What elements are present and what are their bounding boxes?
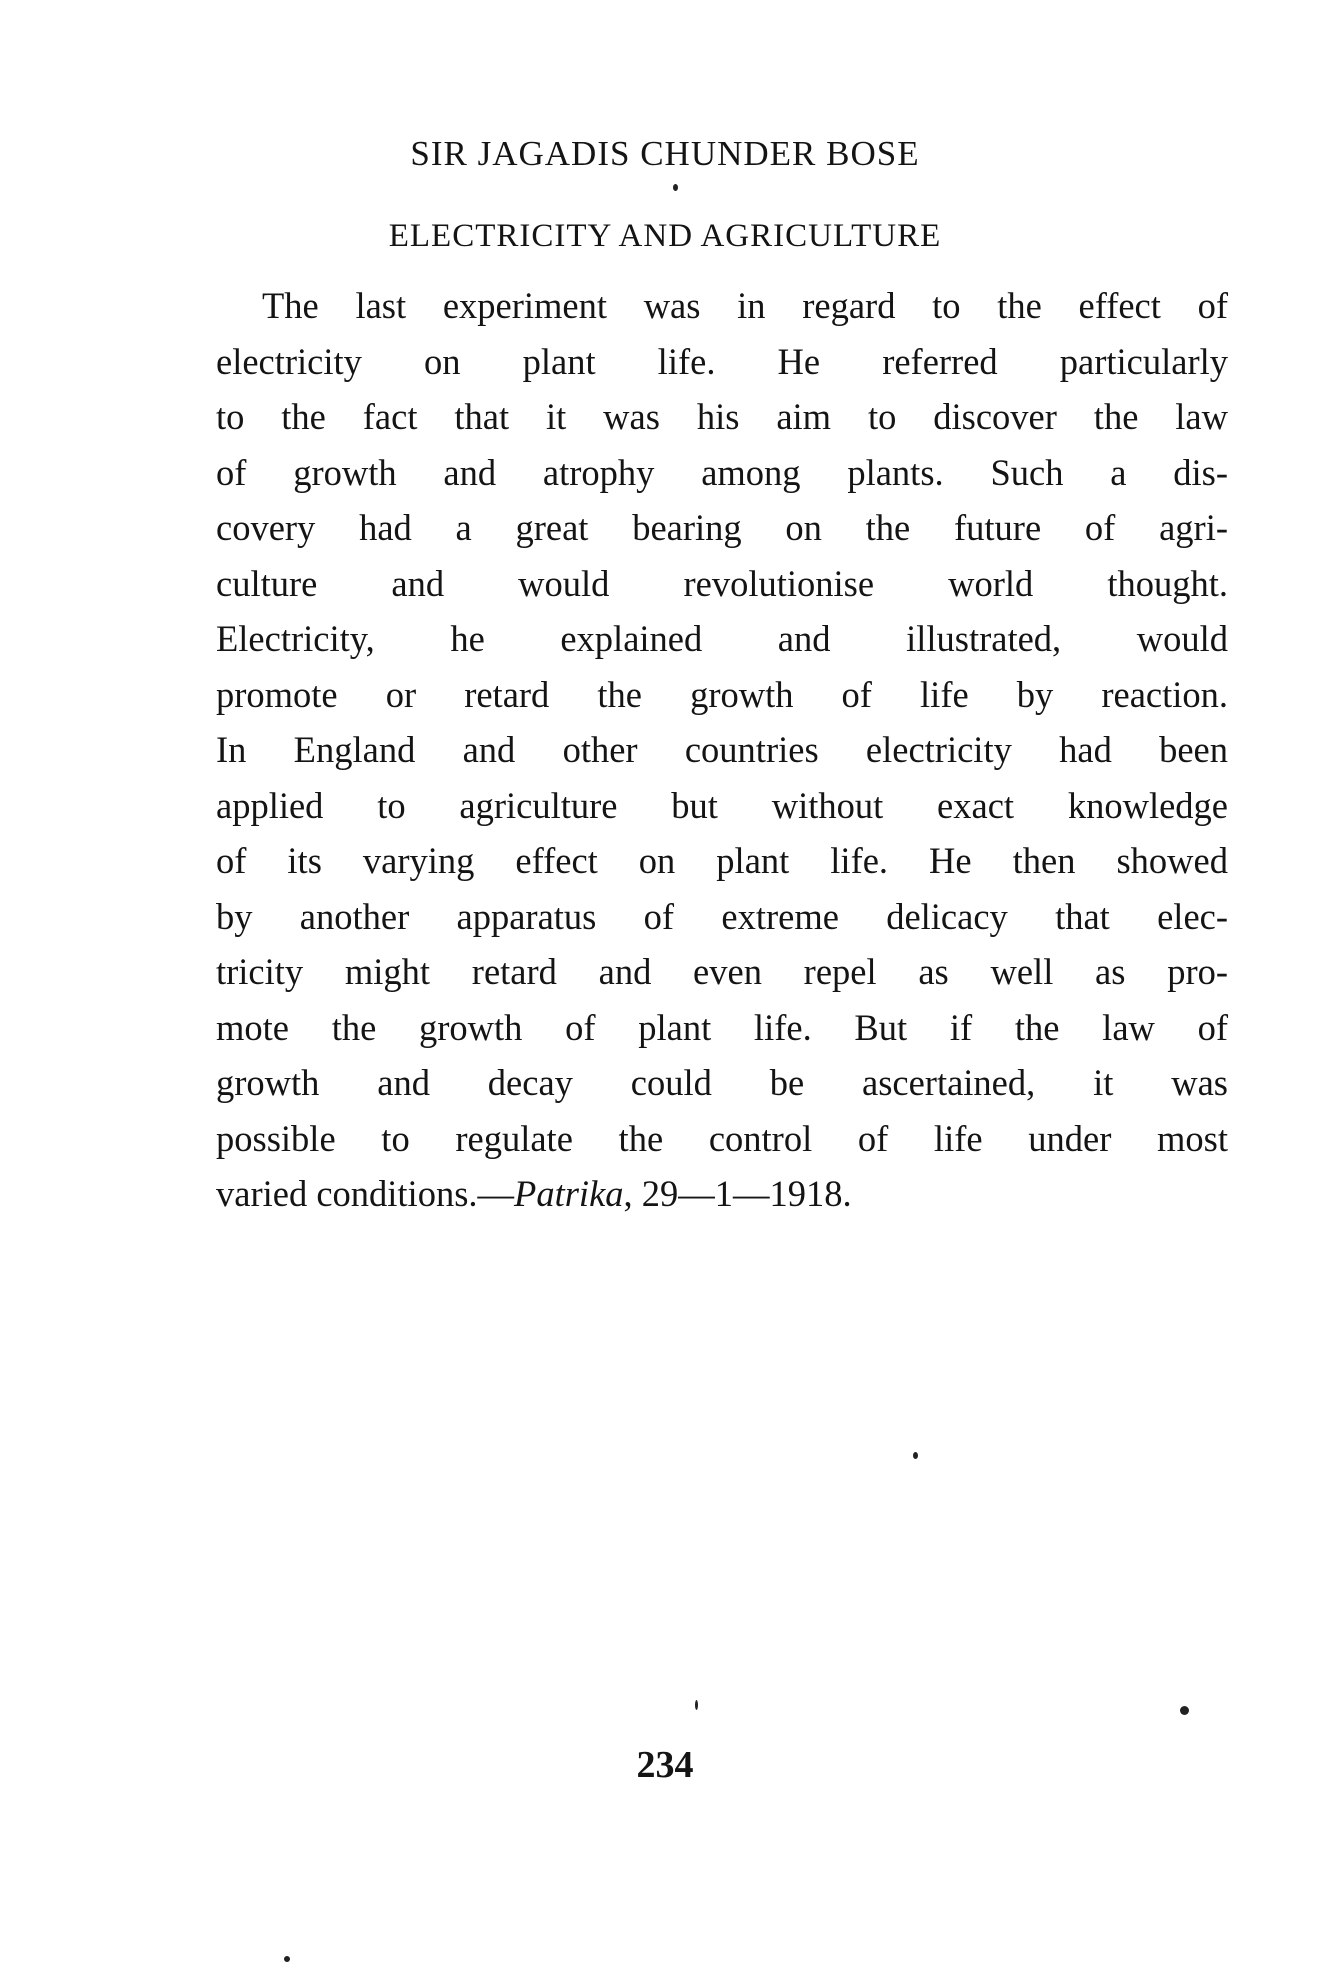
citation-date: , 29—1—1918. xyxy=(623,1173,852,1214)
scan-speck xyxy=(673,184,678,191)
page-number: 234 xyxy=(636,1744,694,1786)
text-line: The last experiment was in regard to the effect of xyxy=(262,285,1228,326)
citation-lead-text: varied conditions.— xyxy=(216,1173,515,1214)
text-line-citation xyxy=(216,1166,1228,1222)
section-title: ELECTRICITY AND AGRICULTURE xyxy=(388,218,942,254)
text-line: possible to regulate the control of life under most xyxy=(216,1117,1228,1159)
text-line: of its varying effect on plant life. He then showed xyxy=(216,840,1228,881)
text-line: by another apparatus of extreme delicacy that elec- xyxy=(216,895,1228,937)
running-head: SIR JAGADIS CHUNDER BOSE xyxy=(410,134,920,173)
text-line: culture and would revolutionise world thought. xyxy=(216,562,1228,604)
text-line: promote or retard the growth of life by reaction. xyxy=(216,673,1228,715)
text-line: applied to agriculture but without exact knowledge xyxy=(216,784,1228,826)
scan-speck xyxy=(1180,1706,1189,1715)
text-line: electricity on plant life. He referred particularly xyxy=(216,340,1228,382)
text-line: to the fact that it was his aim to discover the law xyxy=(216,396,1228,437)
scan-speck xyxy=(695,1700,698,1710)
text-line: mote the growth of plant life. But if the law of xyxy=(216,1006,1228,1048)
citation-source: Patrika xyxy=(514,1173,624,1214)
text-line: covery had a great bearing on the future of agri- xyxy=(216,507,1228,548)
body-paragraph xyxy=(216,278,1228,1222)
text-line: of growth and atrophy among plants. Such a dis- xyxy=(216,451,1228,493)
scan-speck xyxy=(284,1956,290,1962)
text-line: tricity might retard and even repel as well as pro- xyxy=(216,951,1228,992)
scan-speck xyxy=(913,1452,918,1459)
text-line: Electricity, he explained and illustrated, would xyxy=(216,618,1228,659)
text-line: growth and decay could be ascertained, it was xyxy=(216,1062,1228,1103)
text-line: In England and other countries electricity had been xyxy=(216,729,1228,770)
